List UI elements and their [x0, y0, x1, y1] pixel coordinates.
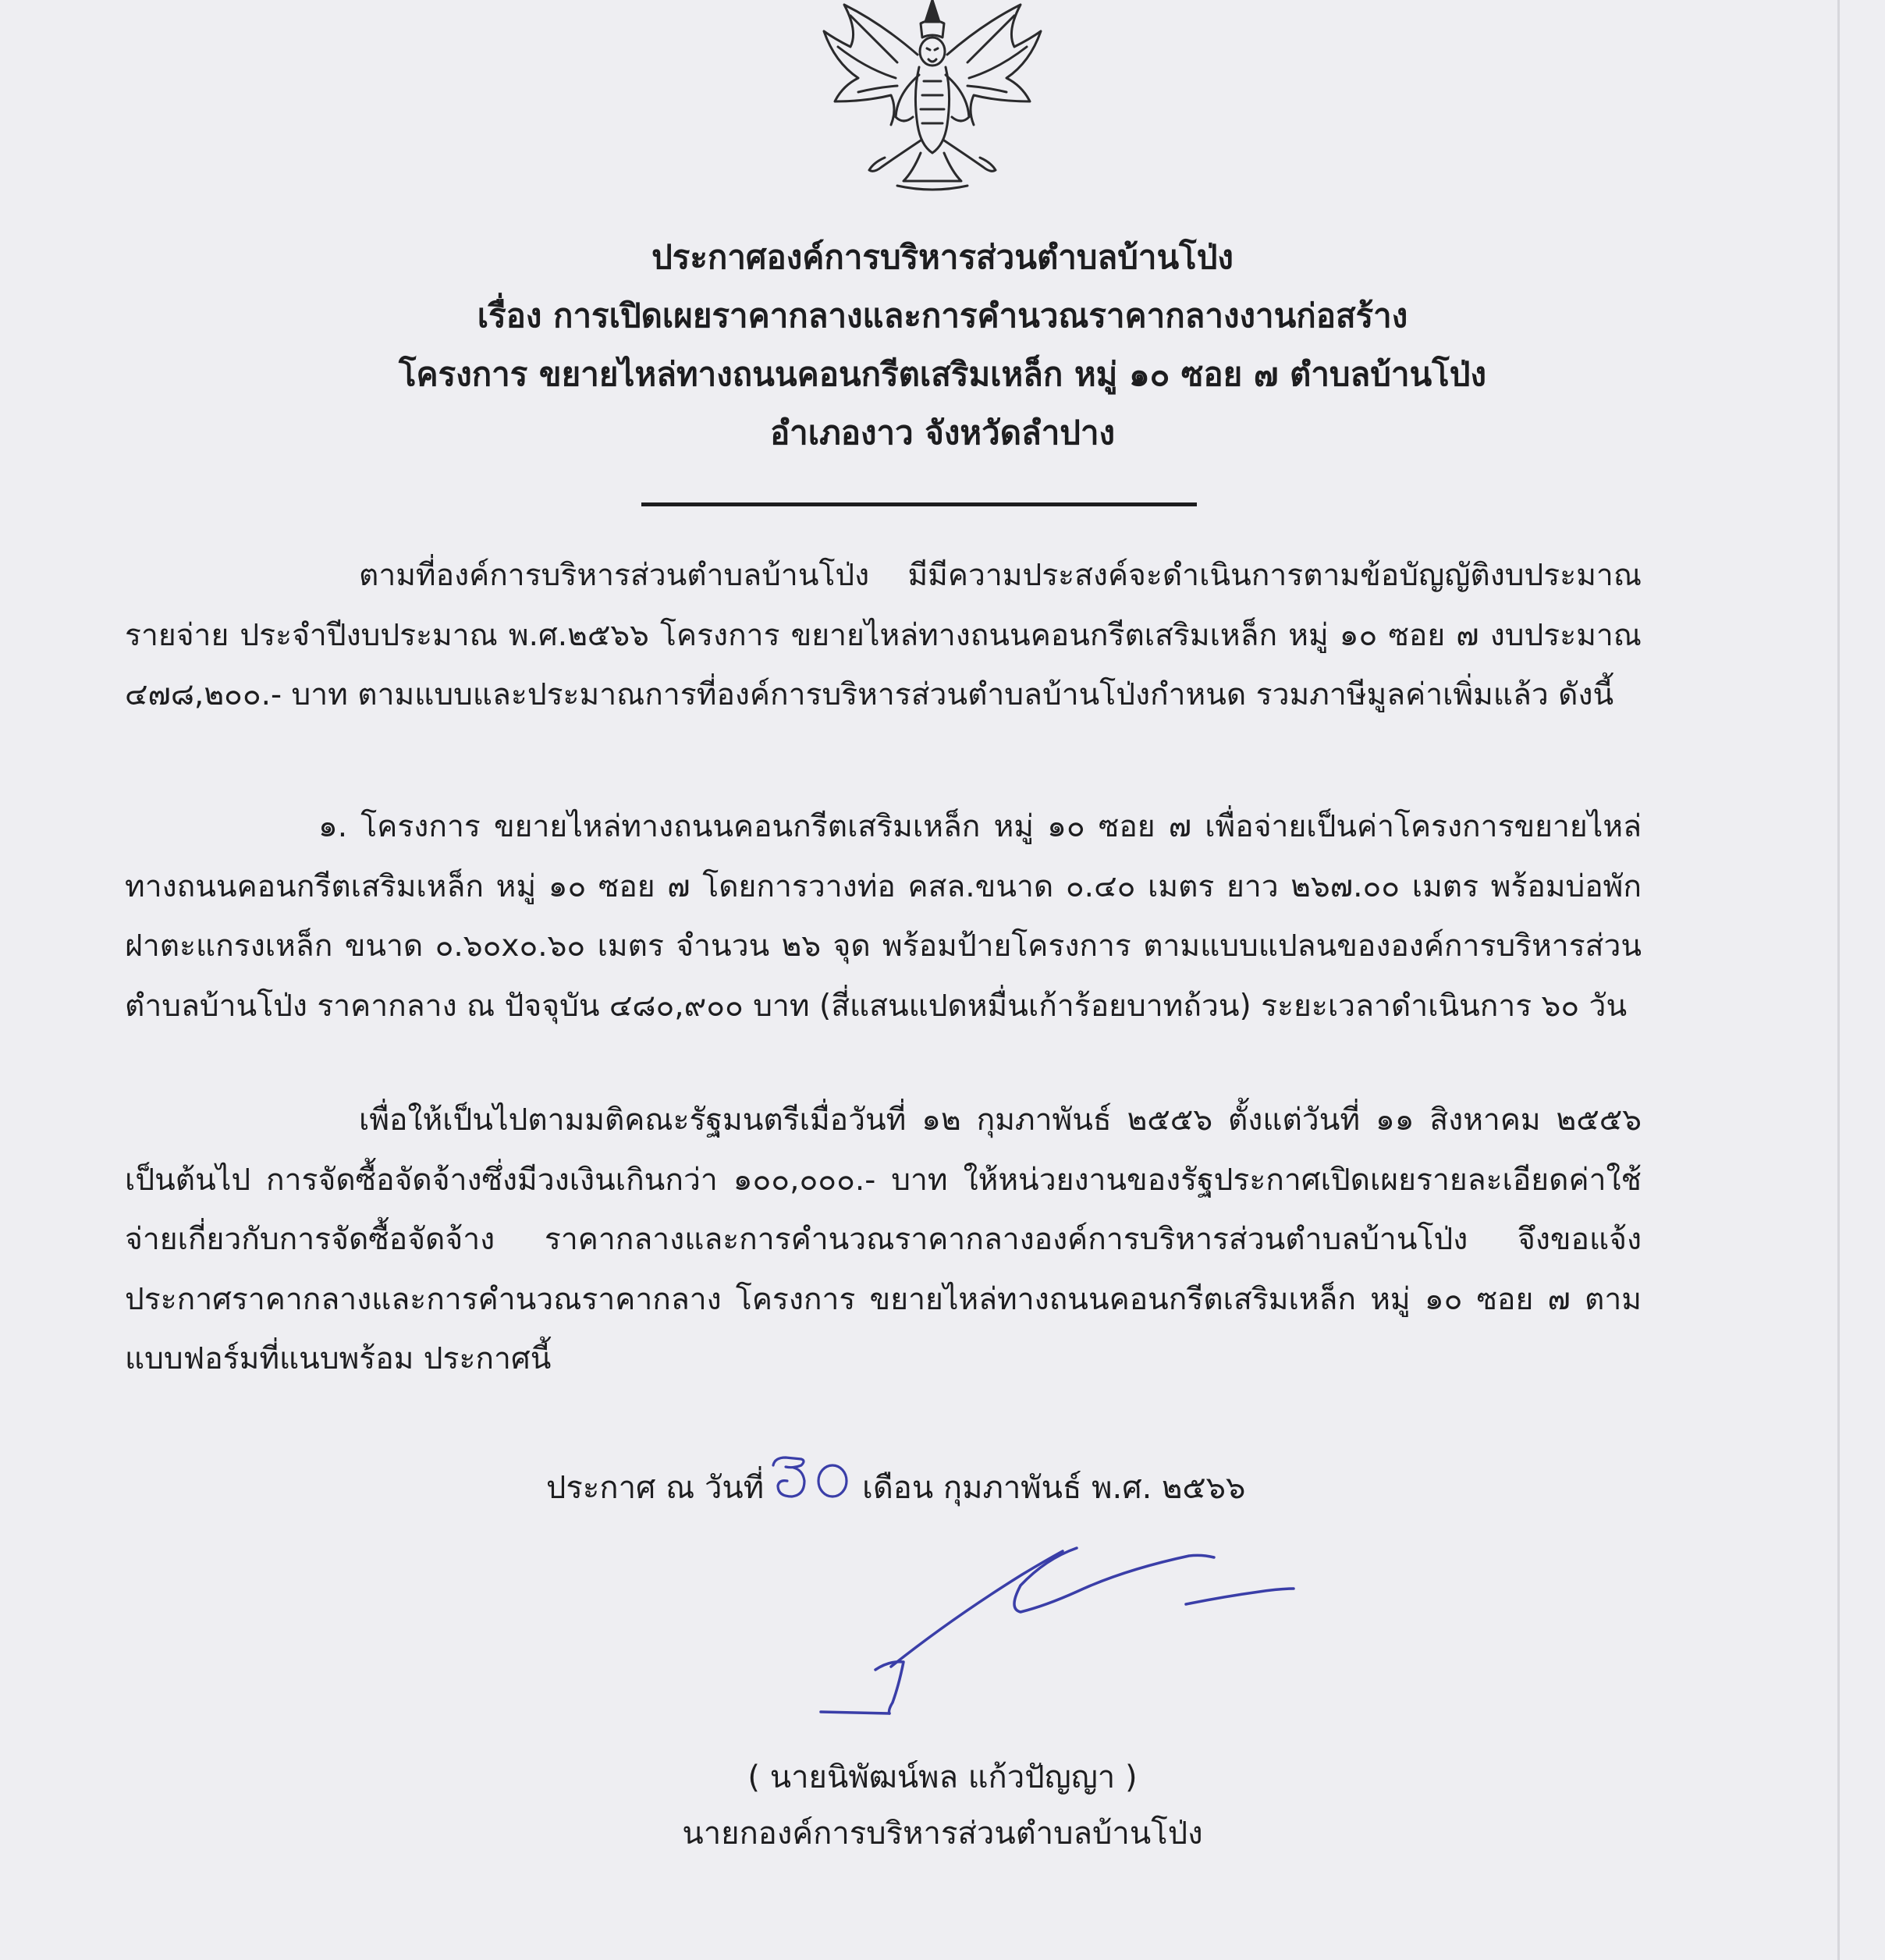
- handwritten-signature: [811, 1537, 1358, 1724]
- date-suffix: เดือน กุมภาพันธ์ พ.ศ. ๒๕๖๖: [862, 1470, 1246, 1506]
- garuda-emblem-icon: [804, 0, 1061, 195]
- date-prefix: ประกาศ ณ วันที่: [546, 1470, 765, 1506]
- project-location: อำเภองาว จังหวัดลำปาง: [769, 414, 1116, 452]
- announcement-subject: เรื่อง การเปิดเผยราคากลางและการคำนวณราคากลางงานก่อสร้าง: [477, 296, 1408, 335]
- title-divider: [641, 502, 1197, 506]
- signer-name: ( นายนิพัฒน์พล แก้วปัญญา ): [747, 1759, 1138, 1795]
- project-title: โครงการ ขยายไหล่ทางถนนคอนกรีตเสริมเหล็ก หมู่ ๑๐ ซอย ๗ ตำบลบ้านโป่ง: [399, 355, 1486, 393]
- announcement-title: ประกาศองค์การบริหารส่วนตำบลบ้านโป่ง: [651, 238, 1234, 276]
- signer-position: นายกองค์การบริหารส่วนตำบลบ้านโป่ง: [682, 1816, 1203, 1852]
- project-item-paragraph: ๑. โครงการ ขยายไหล่ทางถนนคอนกรีตเสริมเหล็ก หมู่ ๑๐ ซอย ๗ เพื่อจ่ายเป็นค่าโครงการขยายไหล่ทางถนนคอนกรีตเสริมเหล็ก หมู่ ๑๐ ซอย ๗ โดยการวางท่อ คสล.ขนาด ๐.๔๐ เมตร ยาว ๒๖๗.๐๐ เมตร พร้อมบ่อพักฝาตะแกรงเหล็ก ขนาด ๐.๖๐x๐.๖๐ เมตร จำนวน ๒๖ จุด พร้อมป้ายโครงการ ตามแบบแปลนขององค์การบริหารส่วนตำบลบ้านโป่ง ราคากลาง ณ ปัจจุบัน ๔๘๐,๙๐๐ บาท (สี่แสนแปดหมื่นเก้าร้อยบาทถ้วน) ระยะเวลาดำเนินการ ๖๐ วัน: [125, 809, 1642, 1024]
- announcement-date: [546, 1454, 1245, 1519]
- intro-paragraph: ตามที่องค์การบริหารส่วนตำบลบ้านโป่ง มีมีความประสงค์จะดำเนินการตามข้อบัญญัติงบประมาณรายจ่าย ประจำปีงบประมาณ พ.ศ.๒๕๖๖ โครงการ ขยายไหล่ทางถนนคอนกรีตเสริมเหล็ก หมู่ ๑๐ ซอย ๗ งบประมาณ ๔๗๘,๒๐๐.- บาท ตามแบบและประมาณการที่องค์การบริหารส่วนตำบลบ้านโป่งกำหนด รวมภาษีมูลค่าเพิ่มแล้ว ดังนี้: [125, 558, 1642, 712]
- handwritten-day: [770, 1454, 851, 1503]
- cabinet-resolution-paragraph: เพื่อให้เป็นไปตามมติคณะรัฐมนตรีเมื่อวันที่ ๑๒ กุมภาพันธ์ ๒๕๕๖ ตั้งแต่วันที่ ๑๑ สิงหาคม ๒๕๕๖ เป็นต้นไป การจัดซื้อจัดจ้างซึ่งมีวงเงินเกินกว่า ๑๐๐,๐๐๐.- บาท ให้หน่วยงานของรัฐประกาศเปิดเผยรายละเอียดค่าใช้จ่ายเกี่ยวกับการจัดซื้อจัดจ้าง ราคากลางและการคำนวณราคากลางองค์การบริหารส่วนตำบลบ้านโป่ง จึงขอแจ้งประกาศราคากลางและการคำนวณราคากลาง โครงการ ขยายไหล่ทางถนนคอนกรีตเสริมเหล็ก หมู่ ๑๐ ซอย ๗ ตามแบบฟอร์มที่แนบพร้อม ประกาศนี้: [125, 1102, 1642, 1376]
